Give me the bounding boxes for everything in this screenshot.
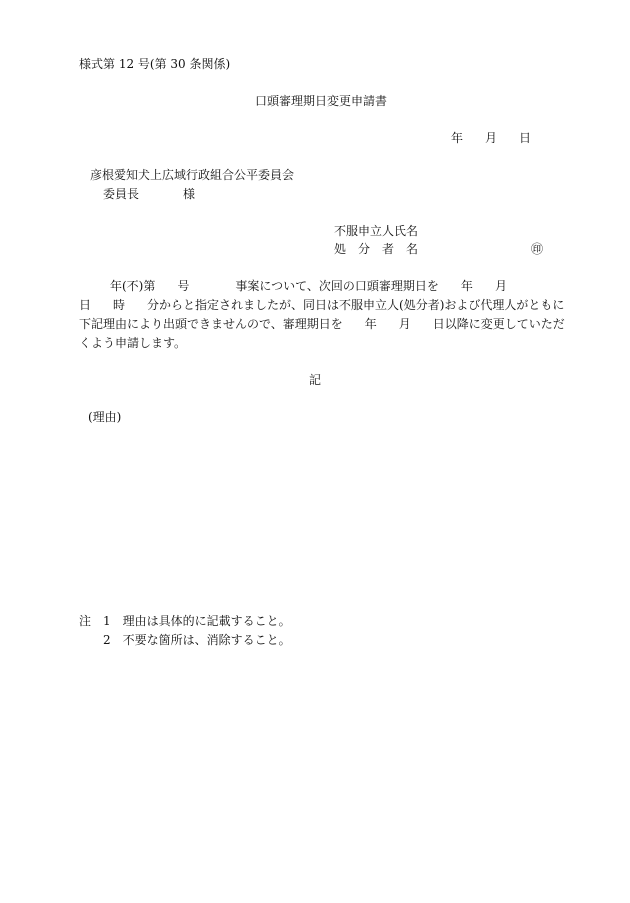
date-year: 年 xyxy=(451,131,464,145)
document-title: 口頭審理期日変更申請書 xyxy=(255,94,388,108)
body-line-3: 下記理由により出頭できませんので、審理期日を 年 月 日以降に変更していただ xyxy=(79,317,565,331)
disposer-name-label: 処 分 者 名 xyxy=(334,242,419,256)
addressee-role: 委員長 xyxy=(103,187,140,201)
date-month: 月 xyxy=(485,131,498,145)
note-prefix: 注 xyxy=(79,614,92,628)
ki-heading: 記 xyxy=(309,373,322,387)
form-number: 様式第 12 号(第 30 条関係) xyxy=(79,57,231,71)
reason-label: (理由) xyxy=(88,410,122,424)
body-line-4: くよう申請します。 xyxy=(79,336,187,350)
applicant-name-label: 不服申立人氏名 xyxy=(334,224,419,238)
seal-mark: ㊞ xyxy=(531,242,544,256)
date-line xyxy=(451,130,531,146)
body-line-2: 日 時 分からと指定されましたが、同日は不服申立人(処分者)および代理人がともに xyxy=(79,298,565,312)
body-line-1: 年(不)第 号 事案について、次回の口頭審理期日を 年 月 xyxy=(110,279,507,293)
note-2: 2 不要な箇所は、消除すること。 xyxy=(103,633,291,647)
addressee-line xyxy=(103,186,195,202)
addressee-honorific: 様 xyxy=(183,187,196,201)
date-day: 日 xyxy=(519,131,532,145)
addressee-org: 彦根愛知犬上広域行政組合公平委員会 xyxy=(90,168,295,182)
note-1: 注 1 理由は具体的に記載すること。 xyxy=(79,614,291,628)
